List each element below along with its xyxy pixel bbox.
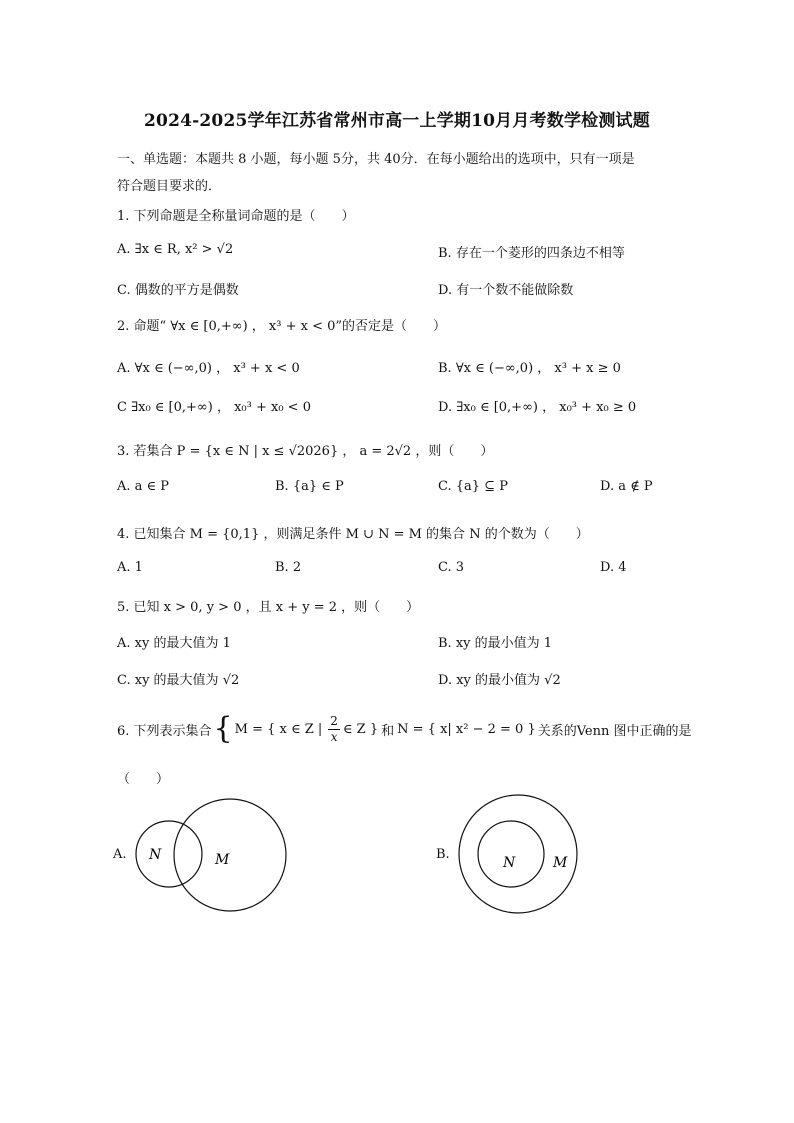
- question-2-stem: 2. 命题“ ∀x ∈ [0,+∞) ， x³ + x < 0”的否定是（ ）: [117, 319, 447, 334]
- venn-a-label-m: M: [215, 852, 230, 868]
- question-3-option-a: A. a ∈ P: [117, 479, 170, 494]
- set-n: N = { x| x² − 2 = 0 }: [397, 721, 536, 737]
- fraction-denominator: x: [330, 729, 338, 744]
- section-instructions: [117, 146, 687, 200]
- question-2-option-c: C ∃x₀ ∈ [0,+∞) ， x₀³ + x₀ < 0: [117, 400, 311, 415]
- fraction-2-over-x: [328, 714, 340, 745]
- question-5-option-b: B. xy 的最小值为 1: [438, 636, 553, 651]
- venn-b-label-m: M: [553, 855, 568, 871]
- question-6-stem: [117, 706, 692, 752]
- left-brace: {: [213, 711, 233, 746]
- question-2-option-d: D. ∃x₀ ∈ [0,+∞) ， x₀³ + x₀ ≥ 0: [438, 400, 637, 415]
- venn-b-label-n: N: [503, 855, 516, 871]
- question-1-option-b: B. 存在一个菱形的四条边不相等: [438, 246, 625, 261]
- question-5-stem: 5. 已知 x > 0, y > 0 ，且 x + y = 2 ，则（ ）: [117, 600, 420, 615]
- question-5-option-c: C. xy 的最大值为 √2: [117, 673, 240, 688]
- section-line-2: 符合题目要求的．: [117, 179, 222, 194]
- venn-b-circle-m: [459, 795, 577, 913]
- venn-b-circle-n: [478, 821, 544, 887]
- set-m-right: ∈ Z }: [342, 721, 379, 737]
- question-6-answer-paren: （ ）: [117, 772, 170, 787]
- venn-a-circle-n: [136, 821, 202, 887]
- venn-diagram-option-b: [452, 790, 592, 920]
- question-4-option-b: B. 2: [275, 560, 302, 575]
- question-6-stem-prefix: 6. 下列表示集合: [117, 723, 212, 739]
- question-1-option-c: C. 偶数的平方是偶数: [117, 283, 239, 298]
- question-1-option-d: D. 有一个数不能做除数: [438, 283, 574, 298]
- question-5-option-d: D. xy 的最小值为 √2: [438, 673, 561, 688]
- fraction-numerator: 2: [330, 713, 338, 728]
- question-4-option-c: C. 3: [438, 560, 465, 575]
- question-3-option-d: D. a ∉ P: [600, 479, 653, 494]
- question-6-stem-mid: 和: [381, 723, 395, 739]
- question-4-stem: 4. 已知集合 M = {0,1} ，则满足条件 M ∪ N = M 的集合 N 的个数为（ ）: [117, 527, 589, 542]
- question-2-option-a: A. ∀x ∈ (−∞,0) ， x³ + x < 0: [117, 361, 300, 376]
- question-4-option-d: D. 4: [600, 560, 627, 575]
- question-3-option-c: C. {a} ⊆ P: [438, 479, 508, 494]
- question-6-option-b-label: B.: [436, 847, 450, 862]
- set-m-left: M = { x ∈ Z |: [234, 721, 323, 737]
- venn-a-circle-m: [174, 799, 286, 911]
- venn-a-label-n: N: [149, 847, 162, 863]
- question-6-stem-suffix: 关系的Venn 图中正确的是: [537, 723, 692, 739]
- question-5-option-a: A. xy 的最大值为 1: [117, 636, 231, 651]
- section-line-1: 一、单选题：本题共 8 小题，每小题 5分，共 40分．在每小题给出的选项中，只有一项是: [117, 152, 635, 167]
- question-3-stem: 3. 若集合 P = {x ∈ N | x ≤ √2026} ， a = 2√2 ，则（ ）: [117, 444, 494, 459]
- question-3-option-b: B. {a} ∈ P: [275, 479, 344, 494]
- question-1-option-a: A. ∃x ∈ R, x² > √2: [117, 242, 234, 257]
- question-1-stem: 1. 下列命题是全称量词命题的是（ ）: [117, 209, 355, 224]
- question-6-option-a-label: A.: [113, 847, 127, 862]
- question-4-option-a: A. 1: [117, 560, 143, 575]
- question-2-option-b: B. ∀x ∈ (−∞,0) ， x³ + x ≥ 0: [438, 361, 621, 376]
- page-title: 2024-2025学年江苏省常州市高一上学期10月月考数学检测试题: [144, 111, 650, 131]
- venn-diagram-option-a: [126, 792, 296, 917]
